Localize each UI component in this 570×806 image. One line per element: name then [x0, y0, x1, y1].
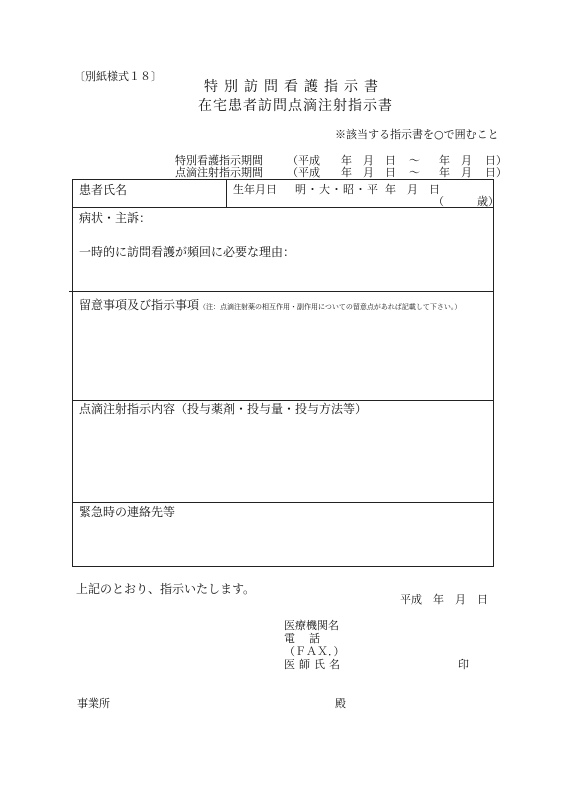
period-day-end[interactable]: 日） — [485, 154, 507, 167]
frequent-visit-reason-label: 一時的に訪問看護が頻回に必要な理由： — [79, 245, 296, 259]
fax-label: （ＦＡＸ．） — [284, 645, 345, 658]
office-label: 事業所 — [77, 697, 110, 710]
iv-injection-period — [175, 167, 507, 178]
special-nursing-period — [175, 155, 507, 166]
period-era[interactable]: （平成 — [287, 166, 320, 179]
divider — [73, 502, 493, 503]
page-subtitle: 在宅患者訪問点滴注射指示書 — [198, 98, 393, 114]
birth-era-options[interactable]: 明・大・昭・平 — [295, 183, 379, 196]
notes-annotation: （注：点滴注射薬の相互作用・副作用についての留意点があれば記載して下さい。） — [199, 303, 462, 311]
page-title: 特別訪問看護指示書 — [204, 79, 384, 95]
form-number: 〔別紙様式１８〕 — [74, 70, 162, 83]
period-tilde: ～ — [409, 154, 420, 167]
emergency-contact-label: 緊急時の連絡先等 — [79, 505, 176, 519]
period-month[interactable]: 月 — [363, 166, 374, 179]
circle-instruction: ※該当する指示書を○で囲むこと — [335, 128, 499, 141]
patient-name-label: 患者氏名 — [79, 183, 128, 197]
closing-statement: 上記のとおり、指示いたします。 — [76, 582, 256, 596]
period-year-end[interactable]: 年 — [439, 154, 450, 167]
notes-label — [79, 299, 461, 311]
honorific: 殿 — [335, 697, 346, 710]
condition-label: 病状・主訴： — [79, 211, 152, 225]
birth-date-fields[interactable]: 年 月 日 — [385, 183, 440, 196]
period-day[interactable]: 日 — [385, 154, 396, 167]
patient-row-divider — [226, 180, 227, 207]
period-year-end[interactable]: 年 — [439, 166, 450, 179]
period-year[interactable]: 年 — [341, 154, 352, 167]
period-day[interactable]: 日 — [385, 166, 396, 179]
period-day-end[interactable]: 日） — [485, 166, 507, 179]
issue-date[interactable]: 平成 年 月 日 — [400, 593, 488, 606]
birthdate-label: 生年月日 — [233, 183, 277, 196]
period-month-end[interactable]: 月 — [461, 154, 472, 167]
period-year[interactable]: 年 — [341, 166, 352, 179]
iv-content-label: 点滴注射指示内容（投与薬剤・投与量・投与方法等） — [79, 402, 368, 416]
period-label: 点滴注射指示期間 — [175, 166, 263, 179]
institution-label: 医療機関名 — [284, 619, 339, 632]
doctor-name-label: 医師氏名 — [284, 658, 344, 671]
age-field[interactable]: （ 歳） — [433, 195, 499, 208]
seal-mark: 印 — [458, 658, 469, 671]
period-label: 特別看護指示期間 — [175, 154, 263, 167]
divider — [69, 291, 493, 292]
phone-label: 電話 — [284, 632, 334, 645]
notes-title: 留意事項及び指示事項 — [79, 298, 200, 312]
period-month[interactable]: 月 — [363, 154, 374, 167]
instruction-form — [72, 179, 499, 567]
divider — [73, 207, 493, 208]
divider — [73, 400, 493, 401]
period-tilde: ～ — [409, 166, 420, 179]
period-era[interactable]: （平成 — [287, 154, 320, 167]
period-month-end[interactable]: 月 — [461, 166, 472, 179]
